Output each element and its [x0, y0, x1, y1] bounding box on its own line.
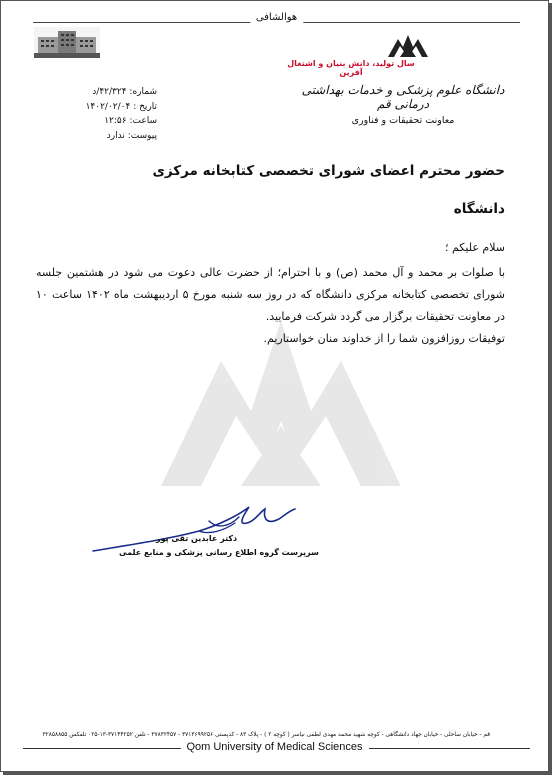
meta-number-row: [69, 85, 157, 100]
year-slogan: سال تولید، دانش بنیان و اشتغال آفرین: [287, 59, 415, 77]
letter-title-line1: حضور محترم اعضای شورای تخصصی کتابخانه مرکزی: [152, 163, 505, 179]
university-emblem-icon: [386, 29, 430, 59]
footer-university-english: Qom University of Medical Sciences: [180, 741, 368, 753]
meta-date-value: ۱۴۰۲/۰۲/۰۴: [85, 101, 131, 112]
deputy-name: معاونت تحقیقات و فناوری: [351, 115, 455, 126]
university-name: [298, 83, 508, 111]
letter-paragraph: با صلوات بر محمد و آل محمد (ص) و با احترام؛ از حضرت عالی دعوت می شود در هشتمین جلسه شورای تخصصی کتابخانه مرکزی دانشگاه که در روز سه شنبه مورخ ۵ اردیبهشت ماه ۱۴۰۲ ساعت ۱۰ در معاونت تحقیقات برگزار می گردد شرکت فرمایید.: [36, 266, 505, 323]
university-building-logo: [34, 27, 100, 58]
letter-salutation: سلام علیکم ؛: [444, 241, 505, 254]
signatory-name: دکتر عابدین تقی پور: [156, 534, 238, 543]
meta-attachment-row: [69, 129, 157, 144]
meta-number-value: ۴۲/۳۲۴/د: [92, 87, 127, 97]
footer-address: قم - خیابان ساحلی - خیابان جهاد دانشگاهی - کوچه شهید محمد مهدی لطفی نیاسر ( کوچه ۲ ) - پلاک ۸۳ - کدپستی ۳۷۱۳۶۹۹۲۵۶ - ۳۷۸۳۲۴۵۷ - تلفن ۳۷۱۴۴۲۵۲-۱۳-۰۲۵ تلفکس ۳۲۸۵۸۸۵۵: [42, 732, 490, 738]
meta-number-label: شماره:: [129, 87, 157, 97]
signatory-title: سرپرست گروه اطلاع رسانی پزشکی و منابع علمی: [119, 548, 319, 557]
letter-closing: توفیقات روزافزون شما را از خداوند منان خواستاریم.: [263, 332, 505, 345]
meta-date-label: تاریخ :: [133, 101, 157, 112]
meta-time-row: [69, 114, 157, 129]
meta-attachment-label: پیوست:: [127, 130, 157, 141]
letter-title-line2: دانشگاه: [453, 201, 505, 217]
meta-time-label: ساعت:: [129, 116, 157, 126]
meta-attachment-value: ندارد: [106, 130, 125, 141]
header-top-label: هوالشافی: [250, 12, 303, 24]
header-top-bar: [33, 12, 520, 26]
letter-meta: [69, 85, 157, 143]
meta-time-value: ۱۲:۵۶: [104, 116, 127, 126]
university-name-text: دانشگاه علوم پزشکی و خدمات بهداشتی درمانی قم: [301, 83, 505, 111]
letter-body: [36, 161, 505, 350]
meta-date-row: [69, 100, 157, 115]
